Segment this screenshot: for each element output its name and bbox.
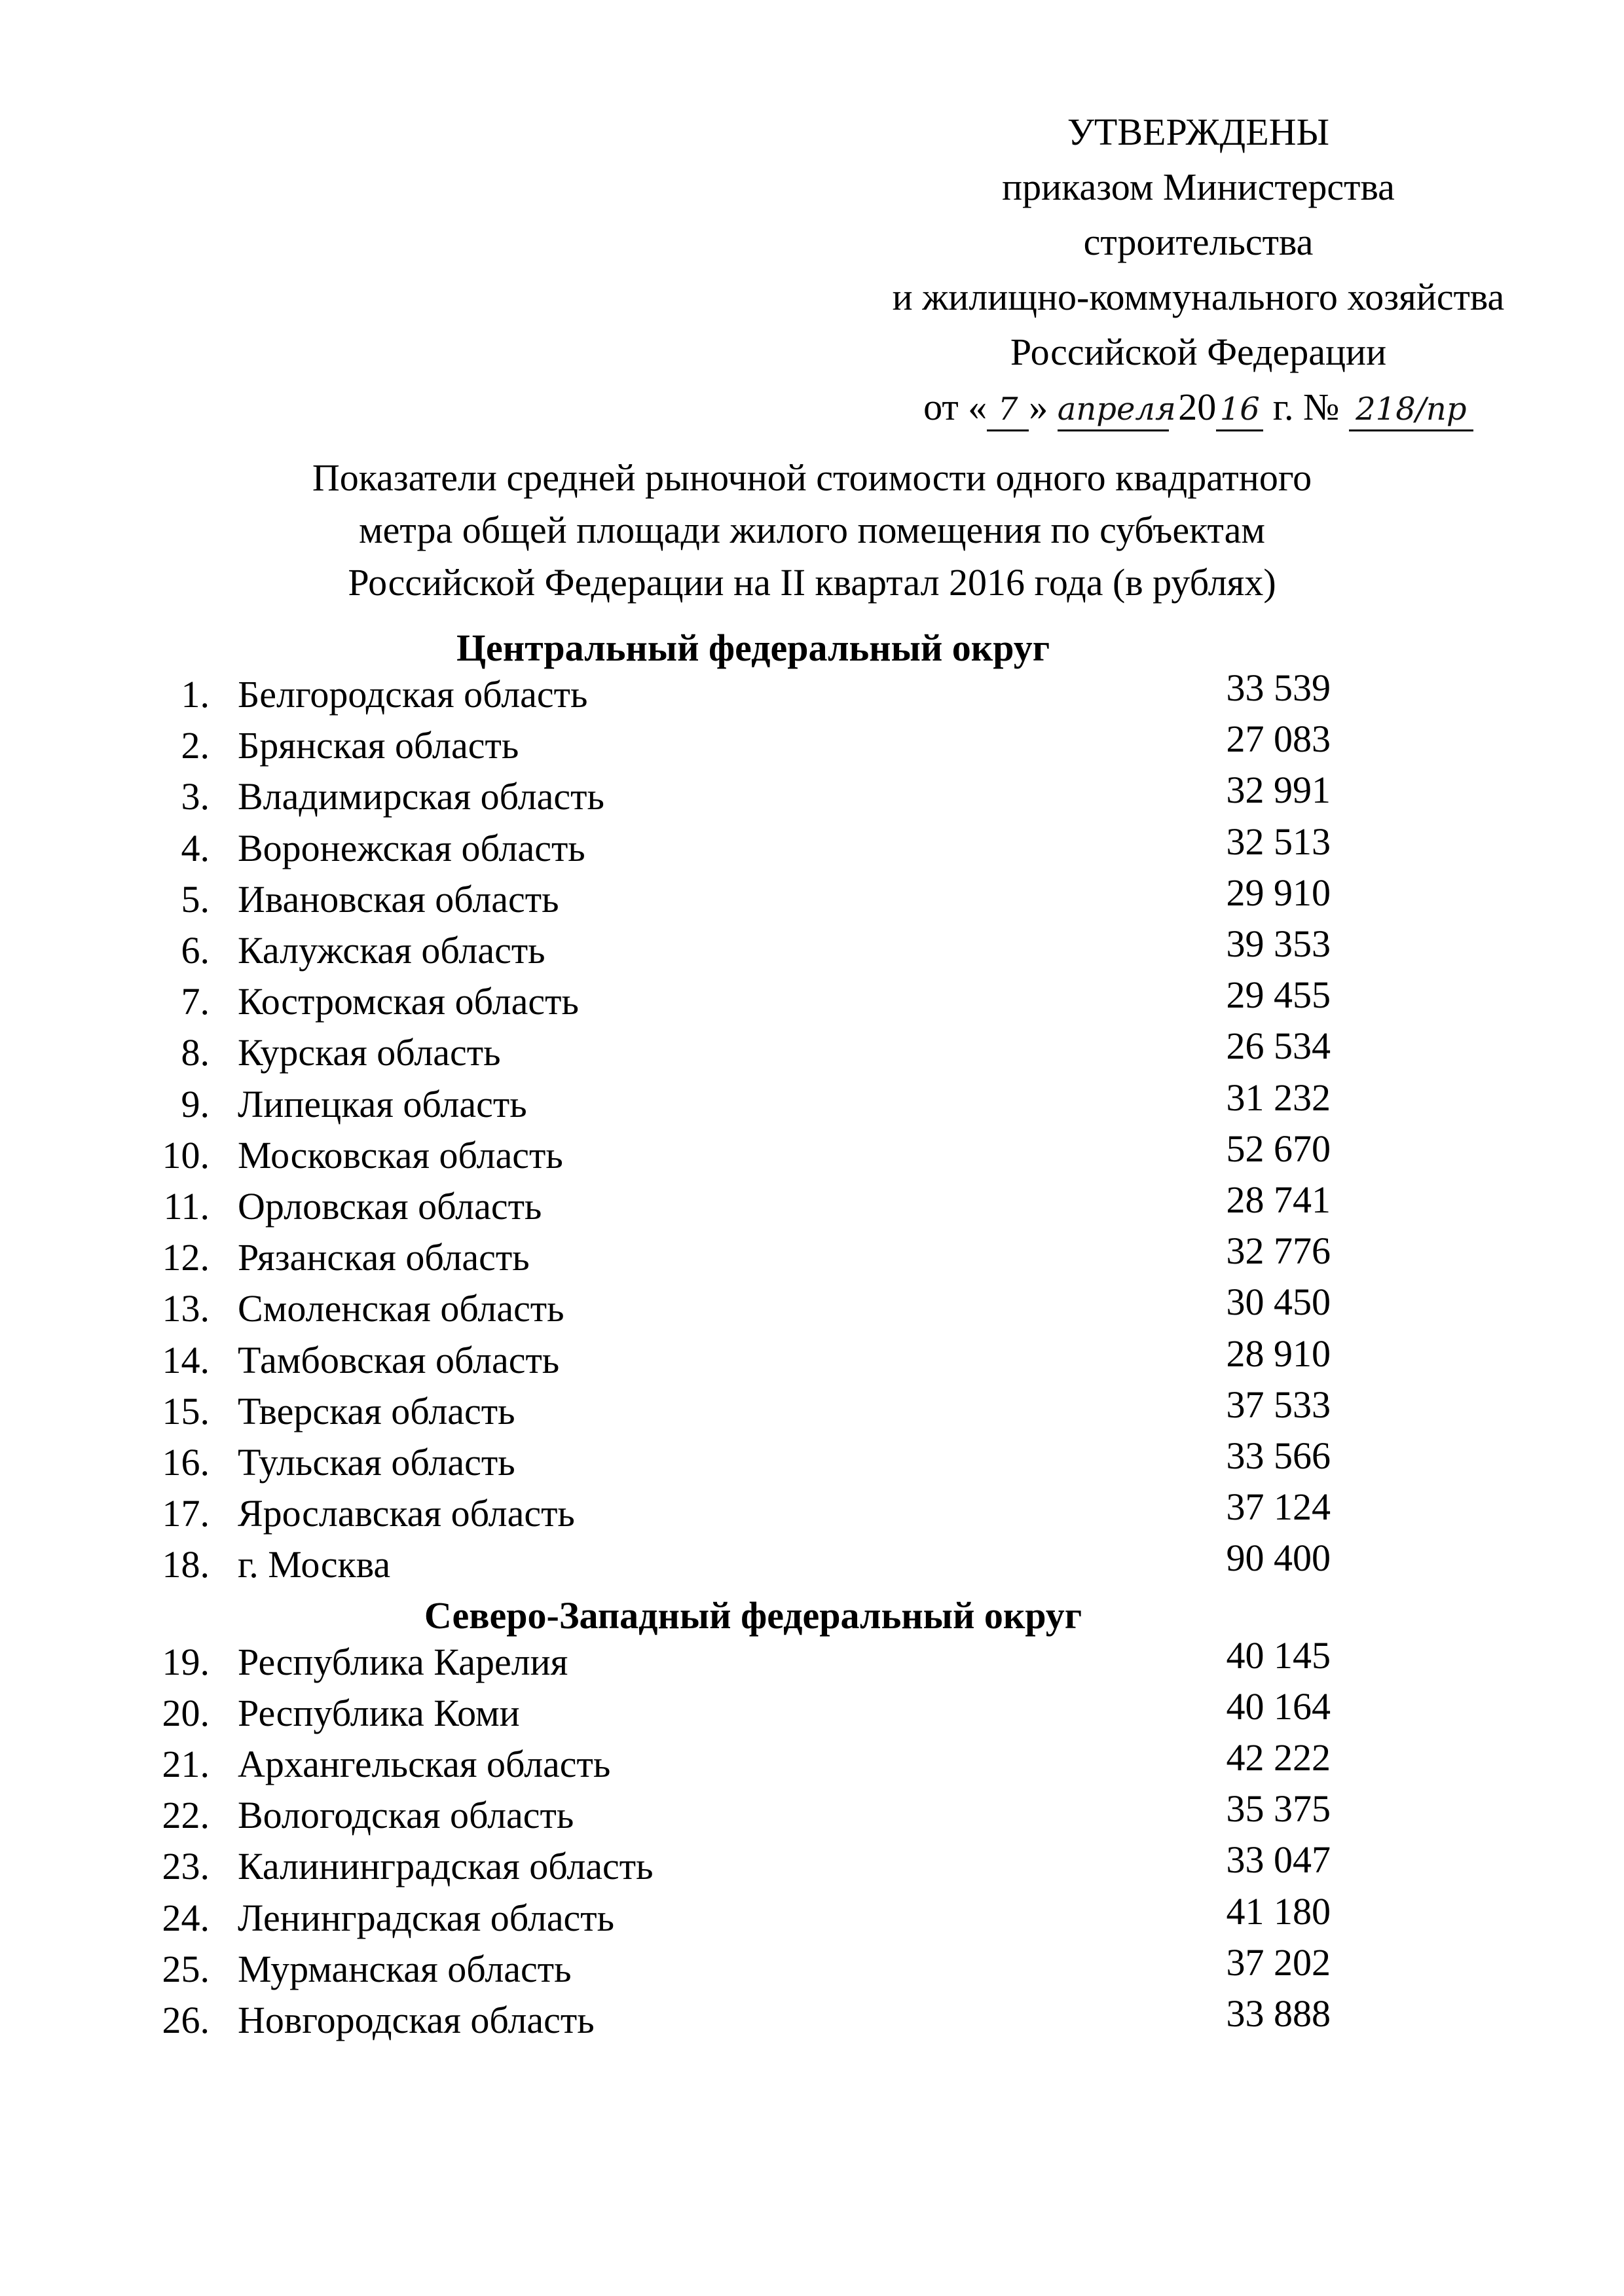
district-heading: Центральный федеральный округ (456, 627, 1050, 669)
price-value: 31 232 (1226, 1076, 1331, 1119)
document-title (0, 452, 1624, 609)
title-line: Показатели средней рыночной стоимости одного квадратного (312, 456, 1312, 499)
table-row (0, 1332, 1624, 1384)
row-number: 13. (162, 1287, 210, 1330)
region-name: Владимирская область (238, 775, 604, 818)
region-name: Липецкая область (238, 1082, 527, 1125)
row-number: 11. (163, 1185, 210, 1228)
price-value: 33 566 (1226, 1434, 1331, 1477)
district-heading: Северо-Западный федеральный округ (424, 1594, 1082, 1637)
row-number: 7. (181, 980, 210, 1023)
table-row (0, 1685, 1624, 1737)
price-value: 37 202 (1226, 1941, 1331, 1984)
table-row (0, 1941, 1624, 1993)
table-row (0, 1383, 1624, 1435)
price-value: 32 513 (1226, 820, 1331, 863)
row-number: 24. (162, 1896, 210, 1939)
row-number: 10. (162, 1133, 210, 1176)
row-number: 23. (162, 1845, 210, 1888)
region-name: Калужская область (238, 929, 545, 972)
price-value: 39 353 (1226, 922, 1331, 965)
price-value: 29 455 (1226, 974, 1331, 1017)
row-number: 3. (181, 775, 210, 818)
table-row (0, 1485, 1624, 1537)
table-row (0, 1127, 1624, 1179)
order-prefix: от « (923, 386, 987, 428)
region-name: Костромская область (238, 980, 579, 1023)
region-name: Воронежская область (238, 826, 585, 869)
price-value: 28 910 (1226, 1332, 1331, 1375)
price-value: 35 375 (1226, 1787, 1331, 1831)
region-name: Смоленская область (238, 1287, 564, 1330)
region-name: Орловская область (238, 1185, 542, 1228)
row-number: 1. (181, 673, 210, 716)
price-value: 33 047 (1226, 1838, 1331, 1882)
region-name: Республика Коми (238, 1691, 520, 1734)
order-month-field (1057, 387, 1176, 431)
order-reference (773, 380, 1624, 435)
table-row (0, 1537, 1624, 1588)
order-year-field (1216, 387, 1263, 431)
price-value: 29 910 (1226, 871, 1331, 914)
table-row (0, 1281, 1624, 1332)
row-number: 12. (162, 1236, 210, 1279)
table-row (0, 871, 1624, 923)
order-mid: » (1029, 386, 1048, 428)
row-number: 4. (181, 826, 210, 869)
approval-line: и жилищно-коммунального хозяйства (892, 276, 1505, 318)
row-number: 5. (181, 877, 210, 920)
region-name: Тамбовская область (238, 1338, 560, 1381)
table-row (0, 718, 1624, 769)
region-name: Брянская область (238, 724, 519, 767)
row-number: 21. (162, 1743, 210, 1785)
table-row (0, 1633, 1624, 1686)
table-row (0, 769, 1624, 820)
region-name: Курская область (238, 1031, 501, 1074)
row-number: 18. (162, 1543, 210, 1586)
price-value: 90 400 (1226, 1537, 1331, 1580)
price-value: 40 145 (1226, 1633, 1331, 1677)
order-year-prefix: 20 (1178, 386, 1217, 428)
row-number: 22. (162, 1794, 210, 1837)
title-line: Российской Федерации на II квартал 2016 года (в рублях) (348, 561, 1276, 604)
region-name: Рязанская область (238, 1236, 530, 1279)
price-value: 30 450 (1226, 1281, 1331, 1324)
table-row (0, 1434, 1624, 1486)
region-name: Московская область (238, 1133, 563, 1176)
row-number: 9. (181, 1082, 210, 1125)
price-value: 28 741 (1226, 1178, 1331, 1221)
row-number: 14. (162, 1338, 210, 1381)
approval-line: строительства (1083, 221, 1314, 263)
table-row (0, 1076, 1624, 1128)
price-value: 26 534 (1226, 1025, 1331, 1068)
row-number: 15. (162, 1389, 210, 1432)
region-name: Мурманская область (238, 1947, 572, 1990)
row-number: 19. (162, 1640, 210, 1683)
region-name: г. Москва (238, 1543, 391, 1586)
table-row (0, 1178, 1624, 1230)
region-name: Новгородская область (238, 1999, 595, 2041)
table-row (0, 1025, 1624, 1076)
price-value: 32 991 (1226, 769, 1331, 812)
order-number-handwritten: 218/пр (1356, 391, 1467, 428)
price-value: 40 164 (1226, 1685, 1331, 1728)
table-row (0, 1787, 1624, 1839)
approval-line: Российской Федерации (1010, 331, 1387, 373)
price-value: 42 222 (1226, 1736, 1331, 1779)
order-month-handwritten: апреля (1057, 391, 1176, 428)
row-number: 8. (181, 1031, 210, 1074)
row-number: 17. (162, 1492, 210, 1535)
region-name: Ленинградская область (238, 1896, 615, 1939)
order-year-handwritten: 16 (1219, 391, 1260, 428)
table-row (0, 974, 1624, 1025)
order-day-field (987, 387, 1029, 431)
region-name: Белгородская область (238, 673, 588, 716)
region-name: Ивановская область (238, 877, 559, 920)
price-value: 37 533 (1226, 1383, 1331, 1426)
price-value: 33 539 (1226, 666, 1331, 709)
table-row (0, 1736, 1624, 1788)
price-value: 27 083 (1226, 718, 1331, 761)
price-value: 32 776 (1226, 1230, 1331, 1273)
table-row (0, 922, 1624, 974)
region-name: Ярославская область (238, 1492, 575, 1535)
table-row (0, 1230, 1624, 1281)
price-value: 37 124 (1226, 1485, 1331, 1529)
price-value: 41 180 (1226, 1889, 1331, 1933)
price-value: 33 888 (1226, 1992, 1331, 2035)
approval-block (773, 105, 1624, 435)
order-day-handwritten: 7 (997, 391, 1018, 428)
row-number: 2. (181, 724, 210, 767)
row-number: 20. (162, 1691, 210, 1734)
region-name: Архангельская область (238, 1743, 611, 1785)
region-name: Тверская область (238, 1389, 515, 1432)
table-row (0, 1992, 1624, 2044)
table-row (0, 820, 1624, 872)
table-row (0, 1889, 1624, 1942)
order-number-field (1349, 387, 1473, 431)
approval-heading: УТВЕРЖДЕНЫ (1067, 111, 1330, 153)
order-year-tail: г. № (1263, 386, 1340, 428)
table-row (0, 666, 1624, 718)
approval-line: приказом Министерства (1002, 166, 1395, 208)
region-name: Калининградская область (238, 1845, 654, 1888)
table-row (0, 1838, 1624, 1890)
region-name: Республика Карелия (238, 1640, 568, 1683)
row-number: 6. (181, 929, 210, 972)
row-number: 16. (162, 1441, 210, 1484)
price-value: 52 670 (1226, 1127, 1331, 1170)
region-name: Вологодская область (238, 1794, 574, 1837)
region-name: Тульская область (238, 1441, 515, 1484)
title-line: метра общей площади жилого помещения по субъектам (358, 509, 1266, 551)
row-number: 26. (162, 1999, 210, 2041)
row-number: 25. (162, 1947, 210, 1990)
